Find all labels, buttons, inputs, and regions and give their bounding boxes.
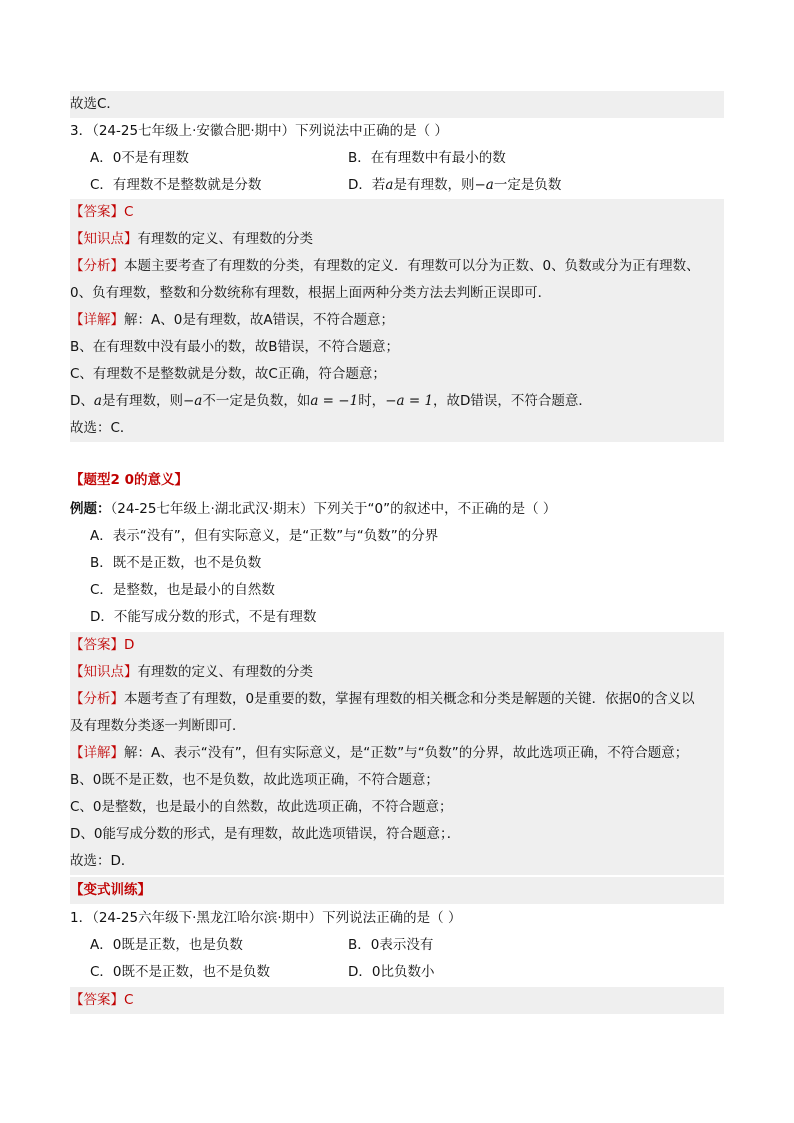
answer-tag: 【答案】 — [70, 637, 124, 653]
detail-text-1: 解：A、表示“没有”，但有实际意义，是“正数”与“负数”的分界，故此选项正确，不符合题意； — [124, 745, 689, 761]
variant-option-c: C．0既不是正数，也不是负数 — [90, 964, 271, 980]
example-option-c-text: C．是整数，也是最小的自然数 — [90, 582, 275, 598]
question-3-stem-text: 3．（24-25七年级上·安徽合肥·期中）下列说法中正确的是（ ） — [70, 123, 448, 139]
detail-text-2: B、0既不是正数，也不是负数，故此选项正确，不符合题意； — [70, 772, 439, 788]
detail-4-equation-2: −a = 1 — [385, 393, 434, 409]
question-3-choice — [70, 415, 724, 442]
question-3-analysis-2 — [70, 280, 724, 307]
detail-4-var-a: a — [93, 393, 102, 409]
example-stem — [70, 496, 724, 523]
question-3-detail-2 — [70, 334, 724, 361]
question-3-option-b: B．在有理数中有最小的数 — [348, 150, 506, 166]
detail-text-3: C、有理数不是整数就是分数，故C正确，符合题意； — [70, 366, 386, 382]
analysis-text-2: 0、负有理数，整数和分数统称有理数，根据上面两种分类方法去判断正误即可． — [70, 285, 552, 301]
detail-4-suffix: ，故D错误，不符合题意． — [433, 393, 592, 409]
detail-4-prefix: D、 — [70, 393, 94, 409]
previous-choice: 故选C． — [70, 96, 120, 112]
answer-tag: 【答案】 — [70, 204, 124, 220]
question-3-option-c: C．有理数不是整数就是分数 — [90, 177, 262, 193]
variant-heading — [70, 877, 724, 904]
detail-4-equation-1: a = −1 — [310, 393, 359, 409]
question-3-analysis-1 — [70, 253, 724, 280]
option-d-prefix: D．若 — [348, 177, 386, 193]
example-detail-1 — [70, 740, 724, 767]
example-option-b-text: B．既不是正数，也不是负数 — [90, 555, 262, 571]
question-3-detail-1 — [70, 307, 724, 334]
example-option-a — [90, 523, 724, 550]
question-3-option-d — [348, 172, 561, 199]
question-3-detail-4 — [70, 388, 724, 415]
question-3-option-a: A．0不是有理数 — [90, 150, 189, 166]
variant-heading-text: 【变式训练】 — [70, 882, 151, 898]
detail-text-4: D、0能写成分数的形式，是有理数，故此选项错误，符合题意；． — [70, 826, 461, 842]
option-d-mid: 是有理数，则 — [393, 177, 475, 193]
variant-options-row-1 — [90, 932, 724, 959]
answer-value: D — [124, 637, 135, 653]
option-d-neg-a: −a — [474, 177, 494, 193]
example-option-a-text: A．表示“没有”，但有实际意义，是“正数”与“负数”的分界 — [90, 528, 439, 544]
detail-text-2: B、在有理数中没有最小的数，故B错误，不符合题意； — [70, 339, 400, 355]
variant-option-a: A．0既是正数，也是负数 — [90, 937, 243, 953]
knowledge-text: 有理数的定义、有理数的分类 — [137, 664, 313, 680]
section-heading — [70, 467, 724, 494]
example-option-d-text: D．不能写成分数的形式，不是有理数 — [90, 609, 317, 625]
example-label: 例题： — [70, 501, 111, 517]
example-option-b — [90, 550, 724, 577]
analysis-text-1: 本题主要考查了有理数的分类，有理数的定义．有理数可以分为正数、0、负数或分为正有理数、 — [124, 258, 700, 274]
example-choice — [70, 848, 724, 875]
choice-text: 故选：D． — [70, 853, 135, 869]
variant-option-b: B．0表示没有 — [348, 937, 434, 953]
detail-tag: 【详解】 — [70, 745, 124, 761]
question-3-options-row-2 — [90, 172, 724, 199]
choice-text: 故选：C． — [70, 420, 134, 436]
detail-4-mid: 是有理数，则 — [101, 393, 183, 409]
example-stem-text: （24-25七年级上·湖北武汉·期末）下列关于“0”的叙述中，不正确的是（ ） — [110, 501, 557, 517]
variant-stem-text: 1．（24-25六年级下·黑龙江哈尔滨·期中）下列说法正确的是（ ） — [70, 910, 462, 926]
knowledge-text: 有理数的定义、有理数的分类 — [137, 231, 313, 247]
knowledge-tag: 【知识点】 — [70, 664, 138, 680]
section-heading-text: 【题型2 0的意义】 — [70, 472, 188, 488]
answer-value: C — [124, 992, 134, 1008]
detail-text-1: 解：A、0是有理数，故A错误，不符合题意； — [124, 312, 395, 328]
analysis-tag: 【分析】 — [70, 258, 124, 274]
analysis-text-2: 及有理数分类逐一判断即可． — [70, 718, 246, 734]
variant-stem — [70, 905, 724, 932]
example-option-c — [90, 577, 724, 604]
detail-4-mid2: 不一定是负数，如 — [202, 393, 311, 409]
detail-4-when: 时， — [358, 393, 386, 409]
variant-options-row-2 — [90, 959, 724, 986]
question-3-stem — [70, 118, 724, 145]
knowledge-tag: 【知识点】 — [70, 231, 138, 247]
example-analysis-1 — [70, 686, 724, 713]
question-3-answer — [70, 199, 724, 226]
example-knowledge — [70, 659, 724, 686]
variant-option-d: D．0比负数小 — [348, 964, 435, 980]
example-detail-2 — [70, 767, 724, 794]
option-d-suffix: 一定是负数 — [493, 177, 562, 193]
example-option-d — [90, 604, 724, 631]
option-d-var-a: a — [385, 177, 394, 193]
example-answer — [70, 632, 724, 659]
answer-value: C — [124, 204, 134, 220]
question-3-detail-3 — [70, 361, 724, 388]
variant-answer — [70, 987, 724, 1014]
detail-tag: 【详解】 — [70, 312, 124, 328]
detail-text-3: C、0是整数，也是最小的自然数，故此选项正确，不符合题意； — [70, 799, 453, 815]
detail-4-neg-a: −a — [182, 393, 203, 409]
analysis-text-1: 本题考查了有理数，0是重要的数，掌握有理数的相关概念和分类是解题的关键．依据0的含义以 — [124, 691, 695, 707]
question-3-knowledge — [70, 226, 724, 253]
example-analysis-2 — [70, 713, 724, 740]
example-detail-3 — [70, 794, 724, 821]
example-detail-4 — [70, 821, 724, 848]
previous-choice-line — [70, 91, 724, 118]
analysis-tag: 【分析】 — [70, 691, 124, 707]
answer-tag: 【答案】 — [70, 992, 124, 1008]
question-3-options-row-1 — [90, 145, 724, 172]
